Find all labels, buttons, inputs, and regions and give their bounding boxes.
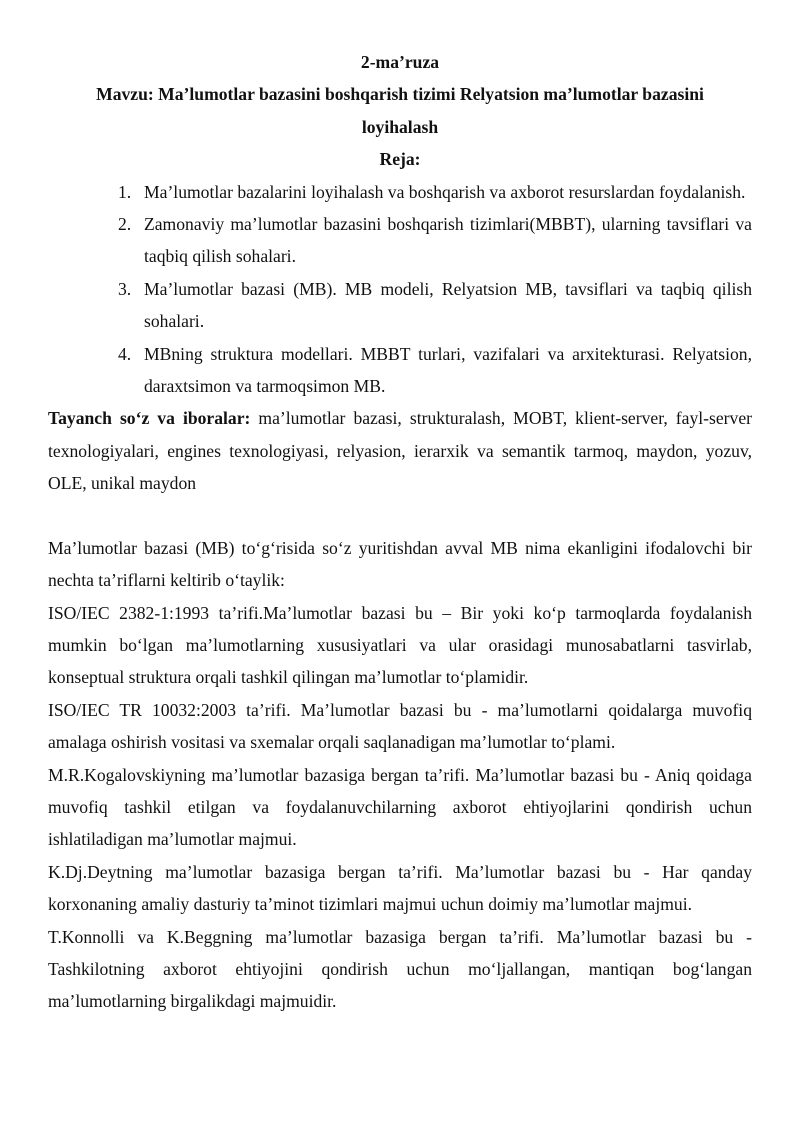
plan-item-1 — [118, 176, 752, 208]
plan-item-number: 1. — [118, 181, 132, 202]
plan-item-2 — [118, 208, 752, 273]
document-body — [48, 46, 752, 1018]
plan-heading: Reja: — [379, 149, 421, 170]
topic-line-1: Mavzu: Ma’lumotlar bazasini boshqarish tizimi Relyatsion ma’lumotlar bazasini — [96, 84, 704, 105]
definition-kogalovskiy: M.R.Kogalovskiyning ma’lumotlar bazasiga bergan ta’rifi. Ma’lumotlar bazasi bu - Aniq qoidaga muvofiq tashkil etilgan va foydalanuvchilarning axborot ehtiyojlarini qondirish uchun ishlatiladigan ma’lumotlar majmui. — [48, 764, 752, 850]
intro-paragraph: Ma’lumotlar bazasi (MB) to‘g‘risida so‘z yuritishdan avval MB nima ekanligini ifodalovchi bir nechta ta’riflarni keltirib o‘taylik: — [48, 537, 752, 591]
plan-item-number: 3. — [118, 278, 132, 299]
plan-item-3 — [118, 273, 752, 338]
plan-item-text: Ma’lumotlar bazasi (MB). MB modeli, Relyatsion MB, tavsiflari va taqbiq qilish sohalari. — [144, 278, 752, 332]
plan-item-number: 2. — [118, 214, 132, 235]
plan-item-text: Zamonaviy ma’lumotlar bazasini boshqarish tizimlari(MBBT), ularning tavsiflari va taqbiq qilish sohalari. — [144, 214, 752, 267]
lecture-number: 2-ma’ruza — [360, 52, 440, 72]
keywords-text: ma’lumotlar bazasi, strukturalash, MOBT, klient-server, fayl-server texnologiyalari, engines texnologiyasi, relyasion, ierarxik va semantik tarmoq, maydon, yozuv, OLE, unikal maydon — [48, 408, 752, 494]
paragraph-gap — [48, 500, 752, 532]
plan-item-number: 4. — [118, 343, 132, 364]
definition-konnolli-begg: T.Konnolli va K.Beggning ma’lumotlar bazasiga bergan ta’rifi. Ma’lumotlar bazasi bu - Tashkilotning axborot ehtiyojini qondirish uchun mo‘ljallangan, mantiqan bog‘langan ma’lumotlarning birgalikdagi majmuidir. — [48, 926, 752, 1012]
definition-iso-2382: ISO/IEC 2382-1:1993 ta’rifi.Ma’lumotlar bazasi bu – Bir yoki ko‘p tarmoqlarda foydalanish mumkin bo‘lgan ma’lumotlarning xususiyatlari va ular orasidagi munosabatlarni tasvirlab, konseptual struktura orqali tashkil qilingan ma’lumotlar to‘plamidir. — [48, 602, 752, 688]
plan-item-text: MBning struktura modellari. MBBT turlari, vazifalari va arxitekturasi. Relyatsion, daraxtsimon va tarmoqsimon MB. — [144, 343, 752, 397]
topic-line-2: loyihalash — [361, 116, 439, 137]
plan-list — [48, 176, 752, 403]
plan-item-4 — [118, 338, 752, 403]
keywords-label: Tayanch so‘z va iboralar: — [48, 408, 251, 429]
plan-item-text: Ma’lumotlar bazalarini loyihalash va boshqarish va axborot resurslardan foydalanish. — [144, 181, 746, 202]
keywords-paragraph — [48, 402, 752, 499]
definition-iso-10032: ISO/IEC TR 10032:2003 ta’rifi. Ma’lumotlar bazasi bu - ma’lumotlarni qoidalarga muvofiq amalaga oshirish vositasi va sxemalar orqali saqlanadigan ma’lumotlar to‘plami. — [48, 699, 752, 753]
definition-deyt: K.Dj.Deytning ma’lumotlar bazasiga bergan ta’rifi. Ma’lumotlar bazasi bu - Har qanday korxonaning amaliy dasturiy ta’minot tizimlari majmui uchun doimiy ma’lumotlar majmui. — [48, 861, 752, 915]
